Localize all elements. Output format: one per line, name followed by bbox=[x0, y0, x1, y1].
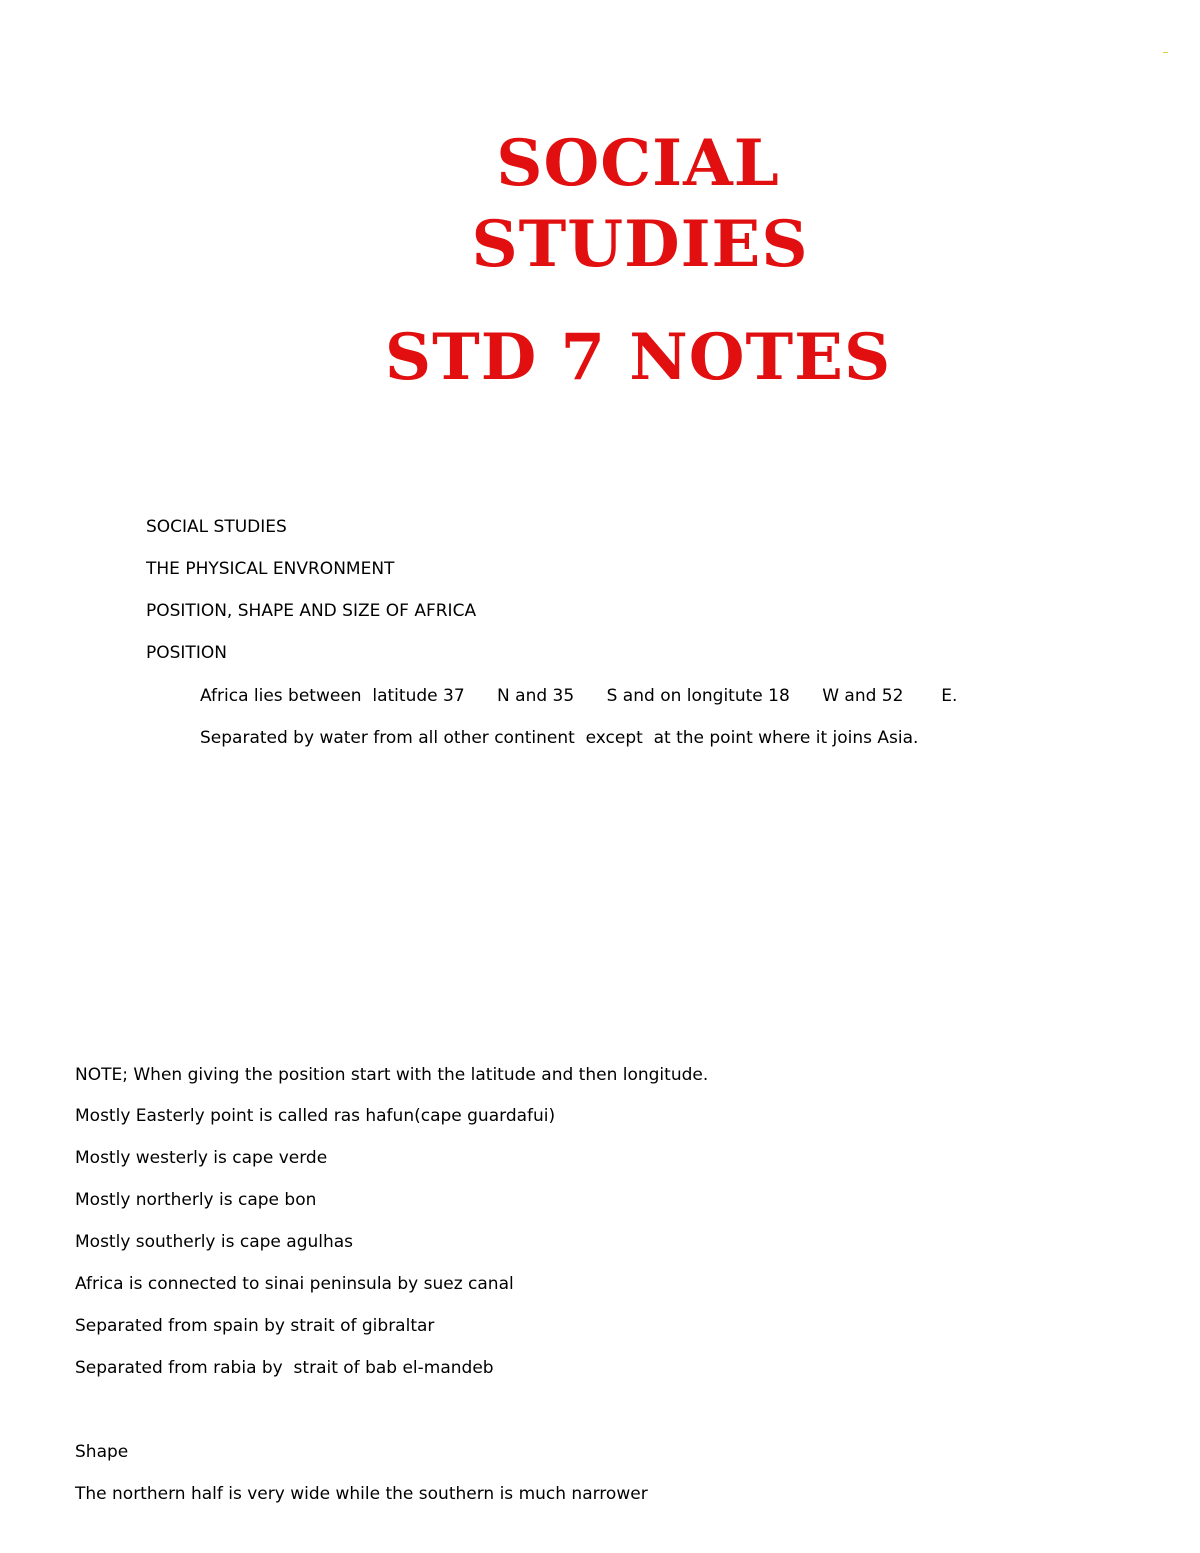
note-line: Mostly Easterly point is called ras hafun(cape guardafui) bbox=[75, 1106, 556, 1126]
position-point: Separated by water from all other continent except at the point where it joins Asia. bbox=[200, 728, 919, 748]
shape-heading: Shape bbox=[75, 1442, 129, 1462]
topic-heading: THE PHYSICAL ENVRONMENT bbox=[146, 559, 395, 579]
title-std-7-notes: STD 7 NOTES bbox=[384, 320, 892, 395]
position-heading: POSITION bbox=[146, 643, 227, 663]
shape-text: The northern half is very wide while the southern is much narrower bbox=[75, 1484, 648, 1504]
title-social: SOCIAL bbox=[496, 126, 780, 201]
subject-heading: SOCIAL STUDIES bbox=[146, 517, 287, 537]
note-line: Mostly westerly is cape verde bbox=[75, 1148, 328, 1168]
note-line: Africa is connected to sinai peninsula by suez canal bbox=[75, 1274, 514, 1294]
subtopic-heading: POSITION, SHAPE AND SIZE OF AFRICA bbox=[146, 601, 477, 621]
note-line: Separated from rabia by strait of bab el-mandeb bbox=[75, 1358, 494, 1378]
note-line: NOTE; When giving the position start with the latitude and then longitude. bbox=[75, 1065, 709, 1085]
note-line: Mostly northerly is cape bon bbox=[75, 1190, 317, 1210]
position-point: Africa lies between latitude 37 N and 35 S and on longitute 18 W and 52 E. bbox=[200, 686, 958, 706]
note-line: Separated from spain by strait of gibraltar bbox=[75, 1316, 435, 1336]
title-studies: STUDIES bbox=[471, 207, 809, 282]
corner-mark bbox=[1163, 52, 1168, 53]
note-line: Mostly southerly is cape agulhas bbox=[75, 1232, 354, 1252]
